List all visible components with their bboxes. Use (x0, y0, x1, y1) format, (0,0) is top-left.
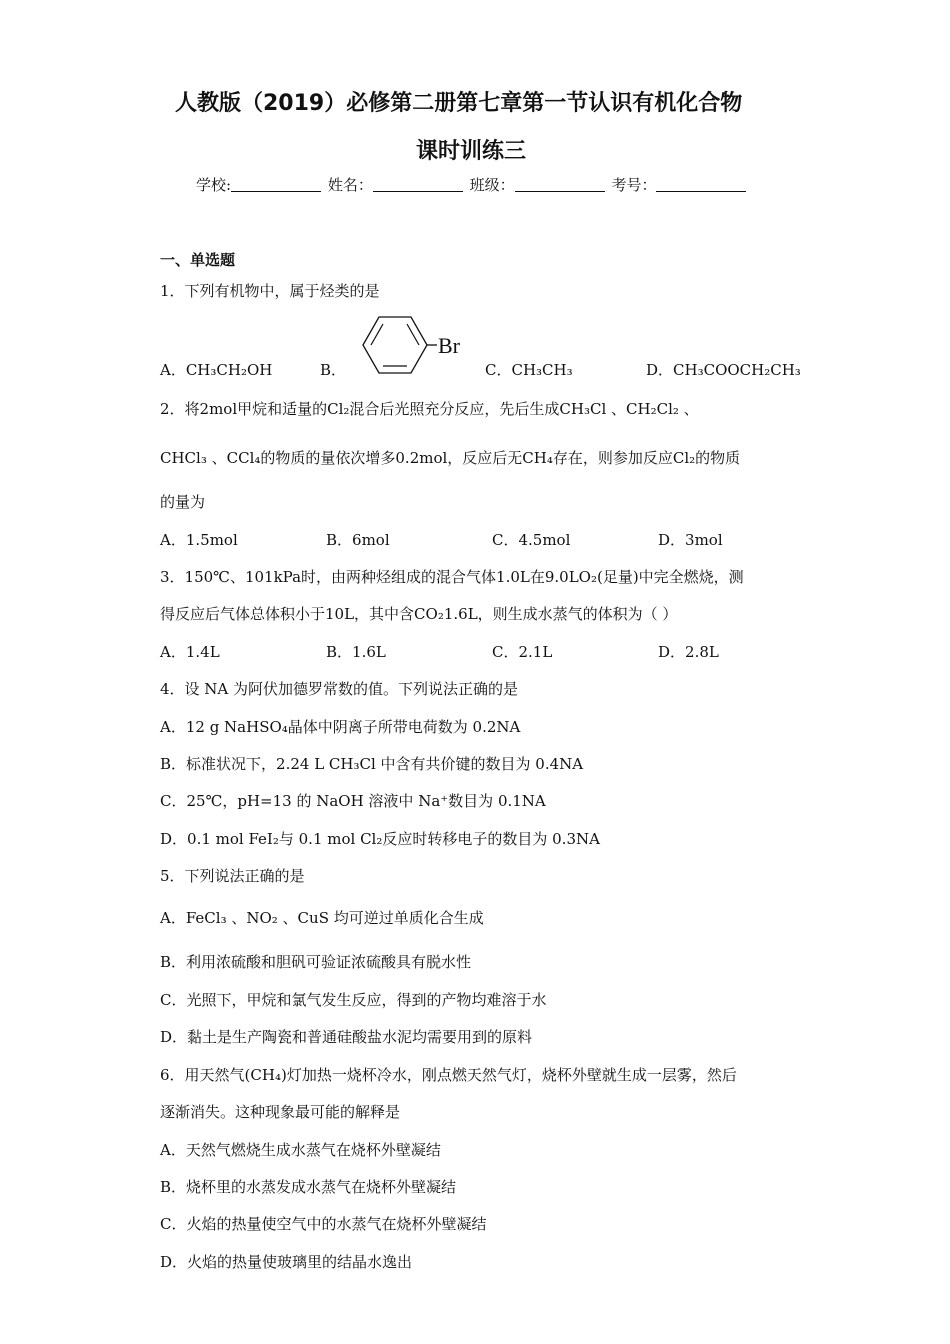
q2-option-a: A．1.5mol (160, 531, 238, 549)
q5-option-c: C．光照下，甲烷和氯气发生反应，得到的产物均难溶于水 (160, 991, 547, 1009)
bromine-label: Br (438, 333, 460, 358)
q6-option-a: A．天然气燃烧生成水蒸气在烧杯外壁凝结 (160, 1141, 441, 1159)
q2-line1: 2．将2mol甲烷和适量的Cl₂混合后光照充分反应，先后生成CH₃Cl 、CH₂Cl₂ 、 (160, 400, 699, 418)
page-title: 人教版（2019）必修第二册第七章第一节认识有机化合物 (175, 91, 743, 116)
name-label: 姓名： (327, 176, 373, 194)
q1-option-b: B． (320, 361, 347, 379)
q6-option-d: D．火焰的热量使玻璃里的结晶水逸出 (160, 1253, 413, 1271)
student-info-fields (196, 174, 748, 196)
q6-line1: 6．用天然气(CH₄)灯加热一烧杯冷水，刚点燃天然气灯，烧杯外壁就生成一层雾，然后 (160, 1066, 737, 1084)
exam-number-label: 考号： (611, 176, 657, 194)
class-blank (515, 177, 605, 192)
q5-option-a: A．FeCl₃ 、NO₂ 、CuS 均可逆过单质化合生成 (160, 909, 484, 927)
q3-option-a: A．1.4L (160, 643, 220, 661)
bromobenzene-structure (345, 310, 470, 380)
school-label: 学校: (196, 176, 232, 194)
q1-option-c: C．CH₃CH₃ (485, 361, 573, 379)
q1-option-a: A．CH₃CH₂OH (160, 361, 273, 379)
q4-option-d: D．0.1 mol FeI₂与 0.1 mol Cl₂反应时转移电子的数目为 0.3NA (160, 830, 600, 848)
q2-line2: CHCl₃ 、CCl₄的物质的量依次增多0.2mol，反应后无CH₄存在，则参加反应Cl₂的物质 (160, 449, 741, 467)
q1-stem: 1．下列有机物中，属于烃类的是 (160, 282, 380, 300)
q5-stem: 5．下列说法正确的是 (160, 867, 305, 885)
q3-option-d: D．2.8L (658, 643, 719, 661)
q3-option-c: C．2.1L (492, 643, 553, 661)
q2-line3: 的量为 (160, 493, 206, 511)
q4-option-b: B．标准状况下，2.24 L CH₃Cl 中含有共价键的数目为 0.4NA (160, 755, 584, 773)
q3-line2: 得反应后气体总体积小于10L，其中含CO₂1.6L，则生成水蒸气的体积为（ ） (160, 605, 678, 623)
q5-option-b: B．利用浓硫酸和胆矾可验证浓硫酸具有脱水性 (160, 953, 472, 971)
q3-option-b: B．1.6L (326, 643, 386, 661)
q6-option-b: B．烧杯里的水蒸发成水蒸气在烧杯外壁凝结 (160, 1178, 457, 1196)
q6-line2: 逐渐消失。这种现象最可能的解释是 (160, 1103, 401, 1121)
q5-option-d: D．黏土是生产陶瓷和普通硅酸盐水泥均需要用到的原料 (160, 1028, 533, 1046)
q3-line1: 3．150℃、101kPa时，由两种烃组成的混合气体1.0L在9.0LO₂(足量)中完全燃烧，测 (160, 568, 744, 586)
q2-option-d: D．3mol (658, 531, 723, 549)
q4-stem: 4．设 NA 为阿伏加德罗常数的值。下列说法正确的是 (160, 680, 519, 698)
q2-option-b: B．6mol (326, 531, 390, 549)
q1-option-d: D．CH₃COOCH₂CH₃ (646, 361, 801, 379)
exam-number-blank (656, 177, 746, 192)
q2-option-c: C．4.5mol (492, 531, 571, 549)
q4-option-a: A．12 g NaHSO₄晶体中阴离子所带电荷数为 0.2NA (160, 718, 521, 736)
q6-option-c: C．火焰的热量使空气中的水蒸气在烧杯外壁凝结 (160, 1215, 487, 1233)
page-subtitle: 课时训练三 (416, 139, 527, 164)
name-blank (373, 177, 463, 192)
q4-option-c: C．25℃，pH=13 的 NaOH 溶液中 Na⁺数目为 0.1NA (160, 792, 546, 810)
class-label: 班级： (469, 176, 515, 194)
school-blank (231, 177, 321, 192)
section-heading: 一、单选题 (160, 251, 236, 269)
